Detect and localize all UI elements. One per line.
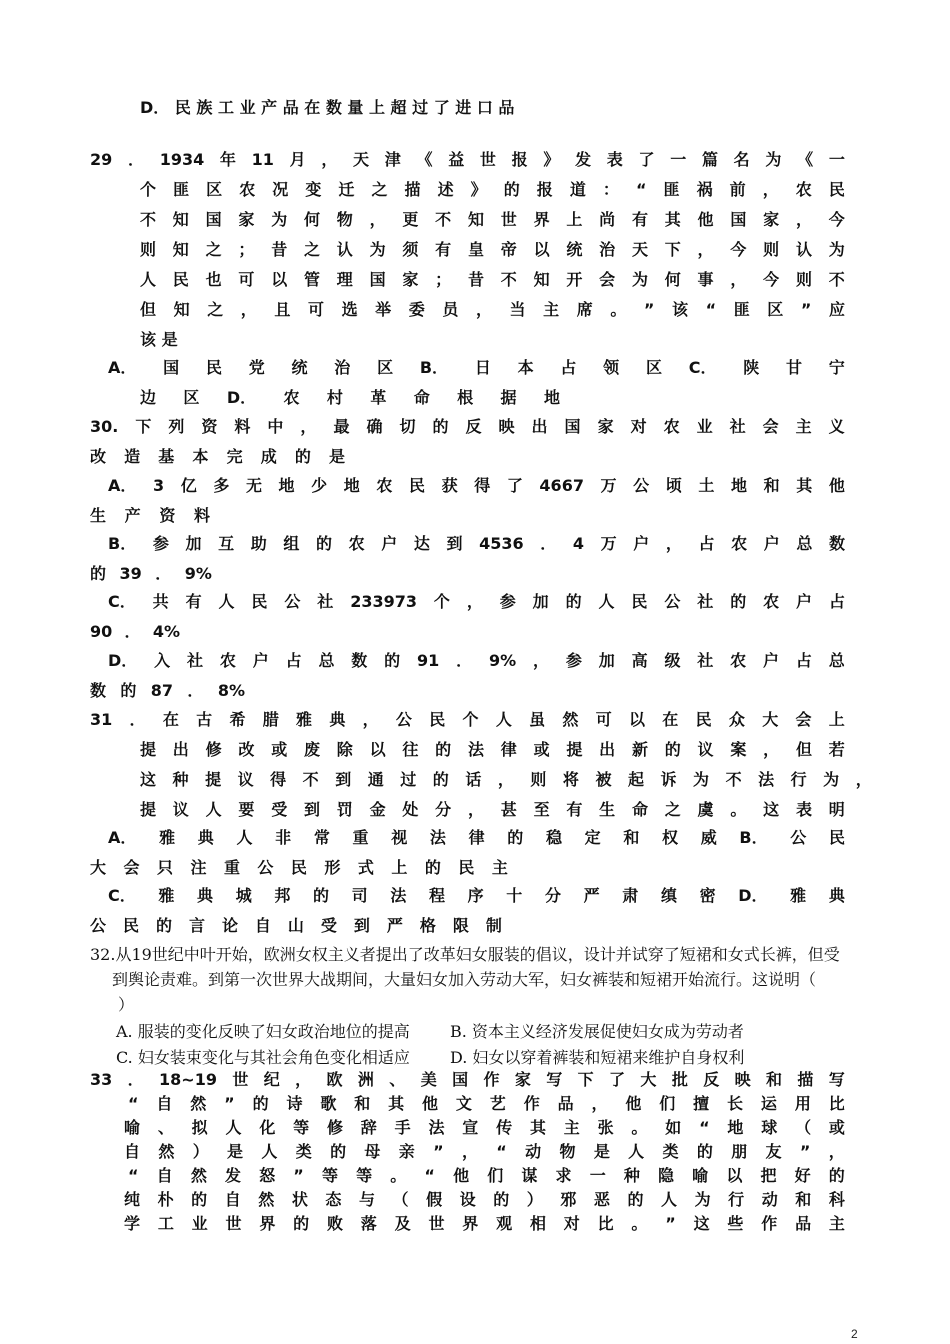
text-line: 但 知 之 ， 且 可 选 举 委 员 ， 当 主 席 。 ” 该 “ 匪 区 ” 应 xyxy=(140,300,845,319)
question-33-line: “ 自 然 ” 的 诗 歌 和 其 他 文 艺 作 品 ， 他 们 擅 长 运 用 比 xyxy=(128,1094,845,1113)
text-line: D． 民 族 工 业 产 品 在 数 量 上 超 过 了 进 口 品 xyxy=(140,98,515,117)
question-32-stem: ） xyxy=(118,995,135,1014)
question-33-line: 喻 、 拟 人 化 等 修 辞 手 法 宣 传 其 主 张 。 如 “ 地 球 （ 或 xyxy=(124,1118,845,1137)
question-32-option: A. 服装的变化反映了妇女政治地位的提高 xyxy=(116,1022,410,1041)
question-32-option: B. 资本主义经济发展促使妇女成为劳动者 xyxy=(450,1022,744,1041)
text-line: 该 是 xyxy=(140,330,178,349)
question-33-line: 自 然 ） 是 人 类 的 母 亲 ” ， “ 动 物 是 人 类 的 朋 友 ” ， xyxy=(124,1142,845,1161)
text-line: A． 雅 典 人 非 常 重 视 法 律 的 稳 定 和 权 威 B． 公 民 xyxy=(108,828,845,847)
question-33-line: 纯 朴 的 自 然 状 态 与 （ 假 设 的 ） 邪 恶 的 人 为 行 动 和 科 xyxy=(124,1190,845,1209)
question-33-line: “ 自 然 发 怒 ” 等 等 。 “ 他 们 谋 求 一 种 隐 喻 以 把 好 的 xyxy=(128,1166,845,1185)
text-line: 公 民 的 言 论 自 山 受 到 严 格 限 制 xyxy=(90,916,502,935)
text-line: 则 知 之 ； 昔 之 认 为 须 有 皇 帝 以 统 治 天 下 ， 今 则 认 为 xyxy=(140,240,845,259)
question-33-line: 学 工 业 世 界 的 败 落 及 世 界 观 相 对 比 。 ” 这 些 作 品 主 xyxy=(124,1214,845,1233)
text-line: B． 参 加 互 助 组 的 农 户 达 到 4536 ． 4 万 户 ， 占 农 户 总 数 xyxy=(108,534,845,553)
page-number: 2 xyxy=(851,1327,858,1341)
text-line: 提 出 修 改 或 废 除 以 往 的 法 律 或 提 出 新 的 议 案 ， 但 若 xyxy=(140,740,845,759)
text-line: 这 种 提 议 得 不 到 通 过 的 话 ， 则 将 被 起 诉 为 不 法 行 为 ， xyxy=(140,770,872,789)
question-32-stem: 32.从19世纪中叶开始，欧洲女权主义者提出了改革妇女服装的倡议，设计并试穿了短裙和女式长裤，但受 xyxy=(90,945,840,964)
text-line: C． 共 有 人 民 公 社 233973 个 ， 参 加 的 人 民 公 社 的 农 户 占 xyxy=(108,592,845,611)
text-line: 个 匪 区 农 况 变 迁 之 描 述 》 的 报 道 ： “ 匪 祸 前 ， 农 民 xyxy=(140,180,845,199)
text-line: 提 议 人 要 受 到 罚 金 处 分 ， 甚 至 有 生 命 之 虞 。 这 表 明 xyxy=(140,800,845,819)
text-line: A． 3 亿 多 无 地 少 地 农 民 获 得 了 4667 万 公 顷 土 地 和 其 他 xyxy=(108,476,845,495)
text-line: 29 ． 1934 年 11 月 ， 天 津 《 益 世 报 》 发 表 了 一 篇 名 为 《 一 xyxy=(90,150,845,169)
text-line: 人 民 也 可 以 管 理 国 家 ； 昔 不 知 开 会 为 何 事 ， 今 则 不 xyxy=(140,270,845,289)
text-line: 边 区 D． 农 村 革 命 根 据 地 xyxy=(140,388,560,407)
text-line: 30. 下 列 资 料 中 ， 最 确 切 的 反 映 出 国 家 对 农 业 社 会 主 义 xyxy=(90,417,845,436)
text-line: 改 造 基 本 完 成 的 是 xyxy=(90,447,345,466)
text-line: 90 ． 4% xyxy=(90,622,180,641)
text-line: 不 知 国 家 为 何 物 ， 更 不 知 世 界 上 尚 有 其 他 国 家 ， 今 xyxy=(140,210,845,229)
question-32-stem: 到舆论责难。到第一次世界大战期间，大量妇女加入劳动大军，妇女裤装和短裙开始流行。这说明（ xyxy=(112,970,817,989)
text-line: 的 39 ． 9% xyxy=(90,564,212,583)
question-32-option: C. 妇女装束变化与其社会角色变化相适应 xyxy=(116,1048,410,1067)
question-33-line: 33 ． 18~19 世 纪 ， 欧 洲 、 美 国 作 家 写 下 了 大 批 反 映 和 描 写 xyxy=(90,1070,845,1089)
text-line: 数 的 87 ． 8% xyxy=(90,681,245,700)
text-line: A． 国 民 党 统 治 区 B． 日 本 占 领 区 C． 陕 甘 宁 xyxy=(108,358,845,377)
text-line: 生 产 资 料 xyxy=(90,506,210,525)
text-line: 大 会 只 注 重 公 民 形 式 上 的 民 主 xyxy=(90,858,508,877)
text-line: 31 ． 在 古 希 腊 雅 典 ， 公 民 个 人 虽 然 可 以 在 民 众 大 会 上 xyxy=(90,710,845,729)
text-line: C． 雅 典 城 邦 的 司 法 程 序 十 分 严 肃 缜 密 D． 雅 典 xyxy=(108,886,845,905)
question-32-option: D. 妇女以穿着裤装和短裙来维护自身权利 xyxy=(450,1048,745,1067)
text-line: D． 入 社 农 户 占 总 数 的 91 ． 9% ， 参 加 高 级 社 农 户 占 总 xyxy=(108,651,845,670)
